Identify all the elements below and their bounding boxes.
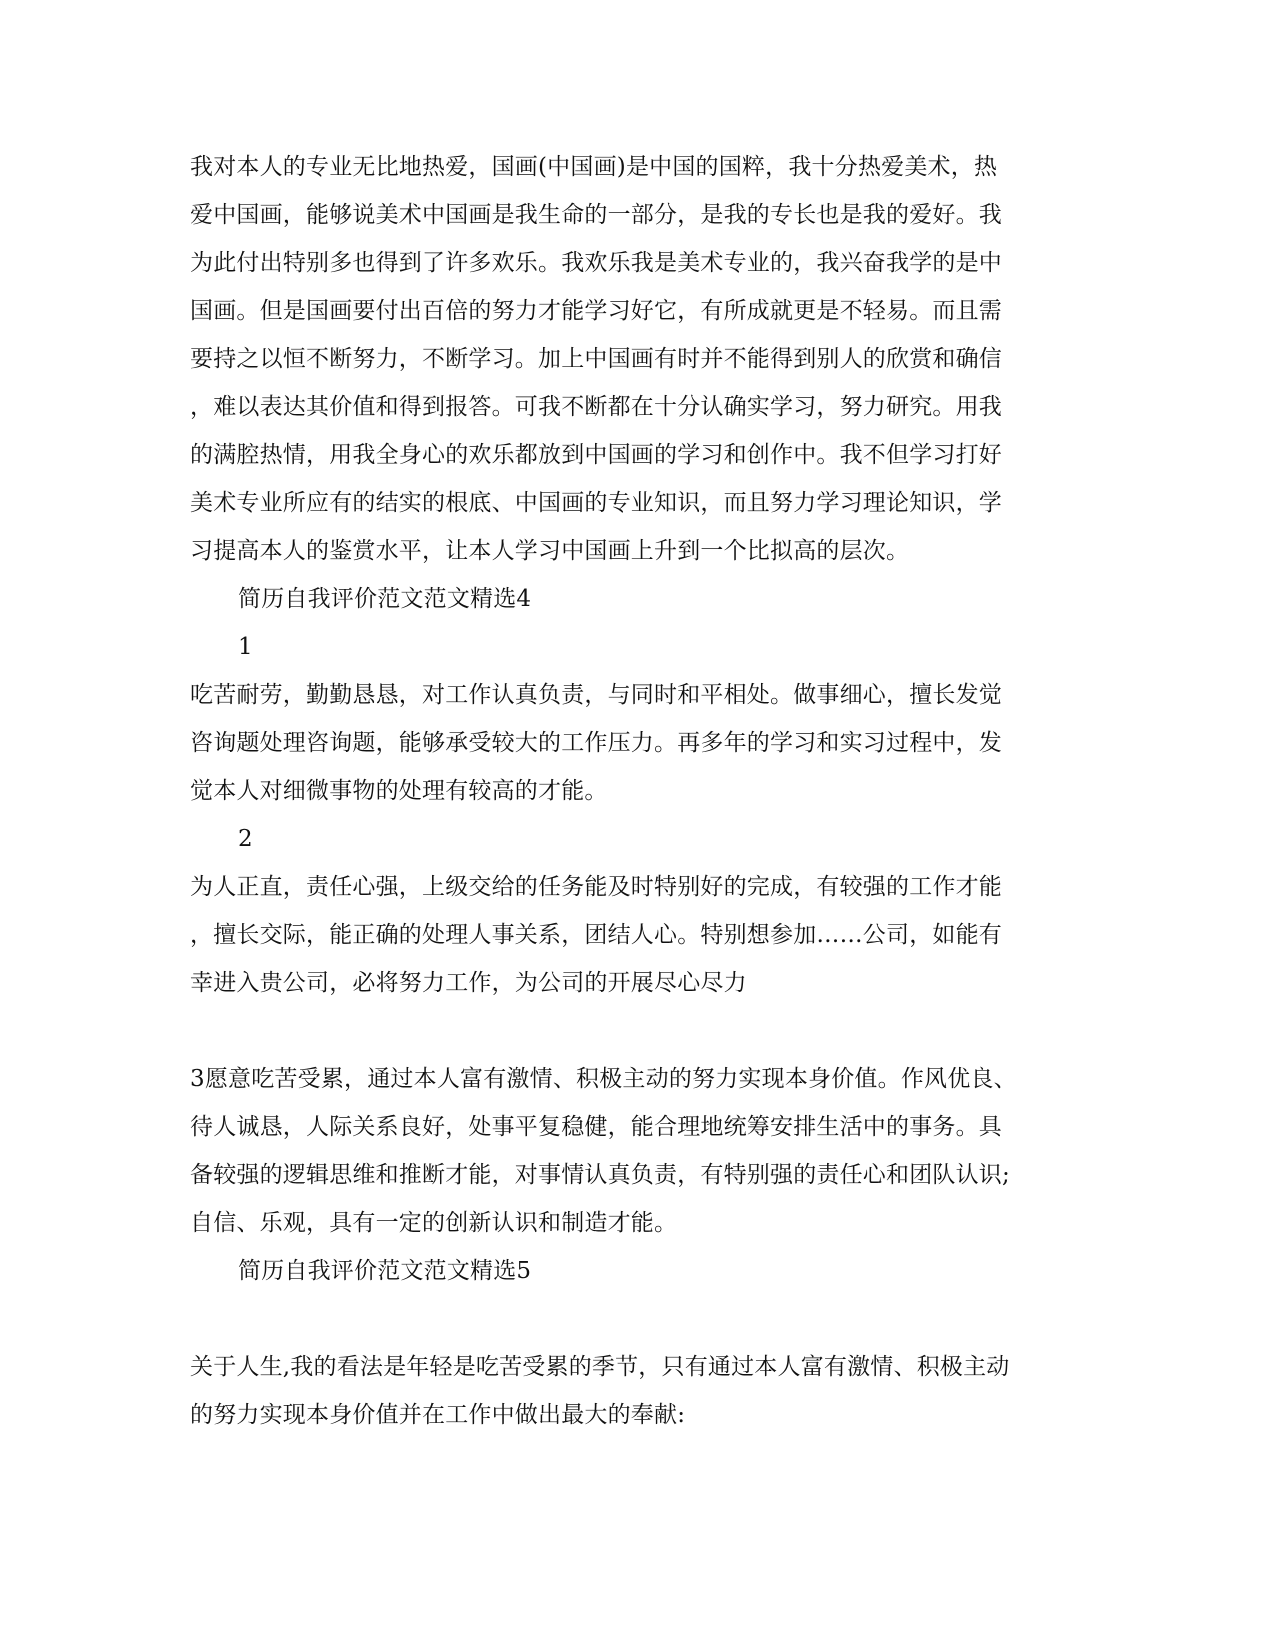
text-line: 自信、乐观，具有一定的创新认识和制造才能。 <box>190 1210 678 1236</box>
text-line: 3愿意吃苦受累，通过本人富有激情、积极主动的努力实现本身价值。作风优良、 <box>190 1066 1017 1092</box>
section-4-heading: 简历自我评价范文范文精选4 <box>238 586 532 612</box>
text-line: 为人正直，责任心强，上级交给的任务能及时特别好的完成，有较强的工作才能 <box>190 874 1002 900</box>
text-line: 待人诚恳，人际关系良好，处事平复稳健，能合理地统筹安排生活中的事务。具 <box>190 1114 1002 1140</box>
item-1-number: 1 <box>238 634 253 660</box>
text-line: 我对本人的专业无比地热爱，国画(中国画)是中国的国粹，我十分热爱美术，热 <box>190 154 998 180</box>
text-line: 习提高本人的鉴赏水平，让本人学习中国画上升到一个比拟高的层次。 <box>190 538 910 564</box>
text-line: ，擅长交际，能正确的处理人事关系，团结人心。特别想参加……公司，如能有 <box>190 922 1002 948</box>
text-line: 咨询题处理咨询题，能够承受较大的工作压力。再多年的学习和实习过程中，发 <box>190 730 1002 756</box>
text-line: 觉本人对细微事物的处理有较高的才能。 <box>190 778 608 804</box>
text-line: ，难以表达其价值和得到报答。可我不断都在十分认确实学习，努力研究。用我 <box>190 394 1002 420</box>
text-line: 关于人生,我的看法是年轻是吃苦受累的季节，只有通过本人富有激情、积极主动 <box>190 1354 1010 1380</box>
item-2-number: 2 <box>238 826 253 852</box>
section-5-heading: 简历自我评价范文范文精选5 <box>238 1258 532 1284</box>
text-line: 备较强的逻辑思维和推断才能，对事情认真负责，有特别强的责任心和团队认识; <box>190 1162 1010 1188</box>
text-line: 为此付出特别多也得到了许多欢乐。我欢乐我是美术专业的，我兴奋我学的是中 <box>190 250 1002 276</box>
text-line: 的努力实现本身价值并在工作中做出最大的奉献: <box>190 1402 686 1428</box>
text-line: 幸进入贵公司，必将努力工作，为公司的开展尽心尽力 <box>190 970 747 996</box>
text-line: 美术专业所应有的结实的根底、中国画的专业知识，而且努力学习理论知识，学 <box>190 490 1002 516</box>
text-line: 国画。但是国画要付出百倍的努力才能学习好它，有所成就更是不轻易。而且需 <box>190 298 1002 324</box>
text-line: 要持之以恒不断努力，不断学习。加上中国画有时并不能得到别人的欣赏和确信 <box>190 346 1002 372</box>
text-line: 吃苦耐劳，勤勤恳恳，对工作认真负责，与同时和平相处。做事细心，擅长发觉 <box>190 682 1002 708</box>
text-line: 的满腔热情，用我全身心的欢乐都放到中国画的学习和创作中。我不但学习打好 <box>190 442 1002 468</box>
text-line: 爱中国画，能够说美术中国画是我生命的一部分，是我的专长也是我的爱好。我 <box>190 202 1002 228</box>
